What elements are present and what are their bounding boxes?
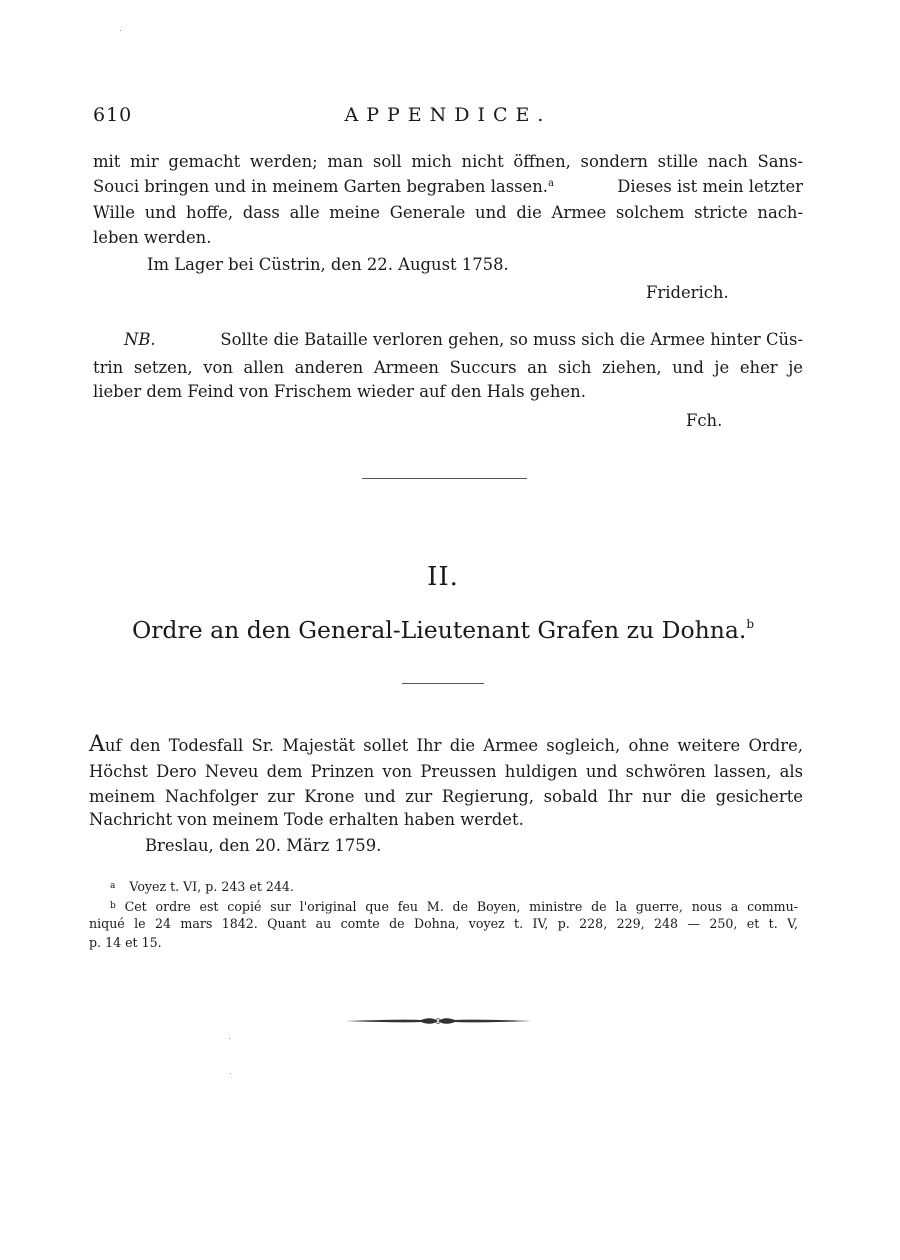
page-header: [93, 104, 803, 134]
body-line: [93, 177, 803, 197]
body-line: meinem Nachfolger zur Krone und zur Regierung, sobald Ihr nur die gesicherte: [89, 787, 803, 806]
nb-label: NB.: [124, 330, 156, 349]
paper-speck: [230, 1073, 231, 1074]
footnote-a: [110, 878, 294, 895]
nb-line: trin setzen, von allen anderen Armeen Succurs an sich ziehen, und je eher je: [93, 358, 803, 377]
body-text: uf den Todesfall Sr. Majestät sollet Ihr die Armee sogleich, ohne weitere Ordre,: [104, 736, 803, 755]
footnote-line: p. 14 et 15.: [89, 935, 162, 950]
body-line: Wille und hoffe, dass alle meine Generale und die Armee solchem stricte nach-: [93, 203, 803, 222]
footnote-line: niqué le 24 mars 1842. Quant au comte de Dohna, voyez t. IV, p. 228, 229, 248 — 250, et t. V,: [89, 916, 798, 931]
footnote-b: [110, 898, 798, 915]
body-line: mit mir gemacht werden; man soll mich nicht öffnen, sondern stille nach Sans-: [93, 152, 803, 171]
footnote-ref-b: b: [746, 617, 755, 631]
nb-signature: Fch.: [686, 411, 723, 430]
title-rule: [402, 683, 484, 684]
footnote-mark: a: [110, 881, 116, 891]
section-title-text: Ordre an den General-Lieutenant Grafen zu Dohna.: [131, 616, 747, 644]
body-text: Dieses ist mein letzter: [617, 177, 803, 196]
section-divider: [362, 478, 527, 479]
footnote-text: Cet ordre est copié sur l'original que feu M. de Boyen, ministre de la guerre, nous a commu-: [124, 899, 798, 914]
signature: Friderich.: [646, 283, 729, 302]
body-line: Nachricht von meinem Tode erhalten haben werdet.: [89, 810, 524, 829]
place-date: Im Lager bei Cüstrin, den 22. August 1758.: [147, 255, 509, 274]
section-title: [0, 616, 886, 644]
paper-speck: [229, 1038, 230, 1039]
footnote-ref-a: a: [548, 178, 554, 189]
body-text: Souci bringen und in meinem Garten begraben lassen.: [93, 177, 548, 196]
running-title: APPENDICE.: [344, 104, 552, 126]
place-date: Breslau, den 20. März 1759.: [145, 836, 382, 855]
page-number: 610: [93, 104, 133, 126]
footnote-mark: b: [110, 901, 116, 911]
section-numeral: II.: [427, 562, 459, 592]
footnote-text: Voyez t. VI, p. 243 et 244.: [129, 879, 294, 894]
nb-line: [124, 330, 803, 350]
nb-text: Sollte die Bataille verloren gehen, so muss sich die Armee hinter Cüs-: [220, 330, 803, 349]
body-line: [89, 732, 803, 757]
drop-cap: A: [89, 732, 105, 757]
paper-speck: [120, 30, 121, 31]
body-line: leben werden.: [93, 228, 212, 247]
tailpiece-ornament: [343, 1013, 533, 1029]
body-line: Höchst Dero Neveu dem Prinzen von Preussen huldigen und schwören lassen, als: [89, 762, 803, 781]
nb-line: lieber dem Feind von Frischem wieder auf den Hals gehen.: [93, 382, 586, 401]
